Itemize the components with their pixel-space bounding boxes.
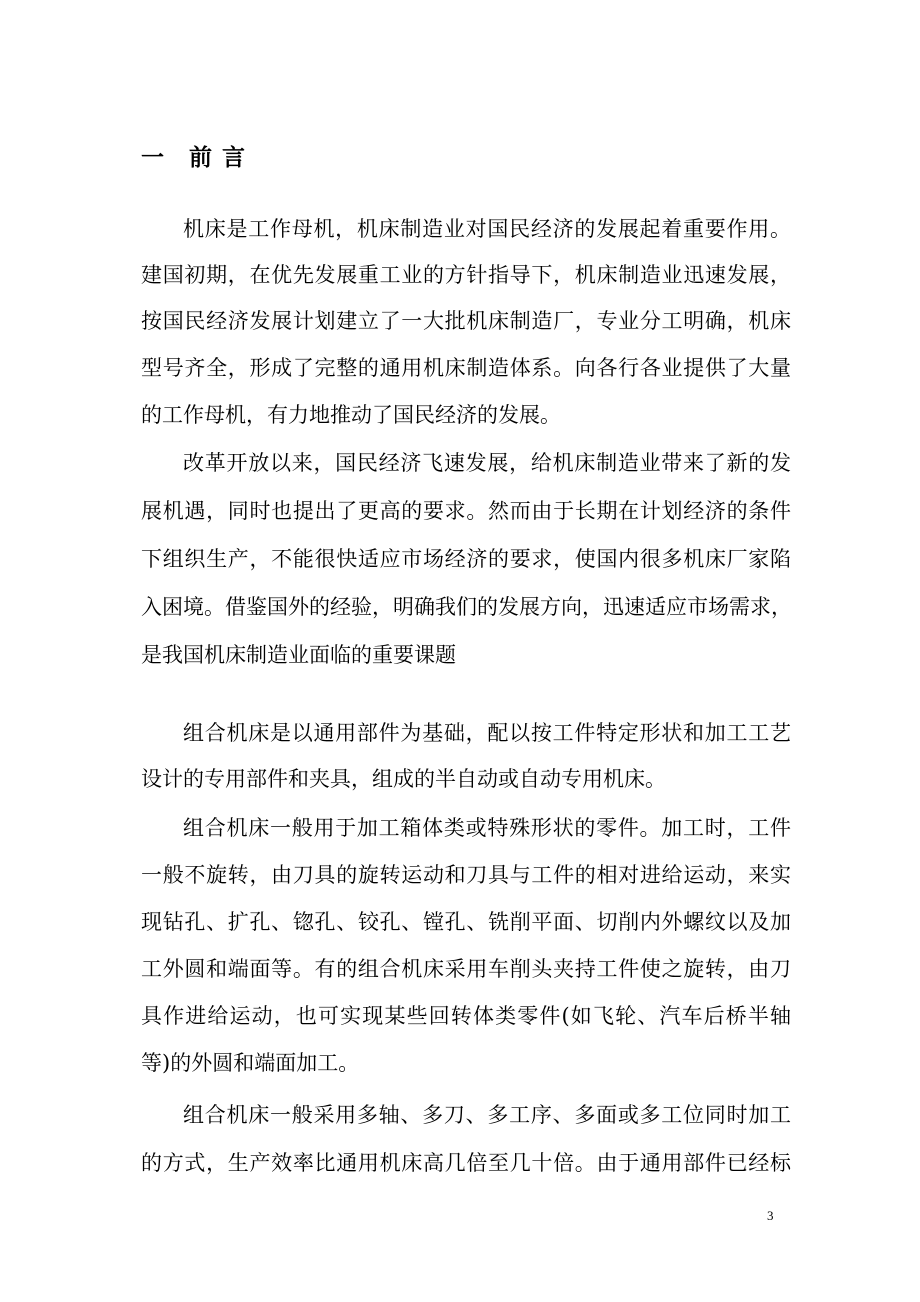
paragraph-line: 是我国机床制造业面临的重要课题 xyxy=(141,643,456,667)
paragraph-line: 组合机床一般采用多轴、多刀、多工序、多面或多工位同时加工 xyxy=(183,1103,791,1127)
paragraph-line: 建国初期，在优先发展重工业的方针指导下，机床制造业迅速发展， xyxy=(141,263,791,287)
paragraph-line: 展机遇，同时也提出了更高的要求。然而由于长期在计划经济的条件 xyxy=(141,499,791,523)
page-number: 3 xyxy=(767,1208,774,1223)
paragraph-line: 下组织生产，不能很快适应市场经济的要求，使国内很多机床厂家陷 xyxy=(141,547,791,571)
paragraph-line: 具作进给运动，也可实现某些回转体类零件(如飞轮、汽车后桥半轴 xyxy=(141,1004,791,1028)
paragraph-line: 型号齐全，形成了完整的通用机床制造体系。向各行各业提供了大量 xyxy=(141,356,791,380)
section-heading: 一 前 言 xyxy=(141,144,247,171)
paragraph-line: 工外圆和端面等。有的组合机床采用车削头夹持工件使之旋转，由刀 xyxy=(141,957,791,981)
paragraph-line: 等)的外圆和端面加工。 xyxy=(141,1051,360,1075)
paragraph-line: 组合机床是以通用部件为基础，配以按工件特定形状和加工工艺 xyxy=(183,721,791,745)
paragraph-line: 按国民经济发展计划建立了一大批机床制造厂，专业分工明确，机床 xyxy=(141,309,791,333)
paragraph-line: 设计的专用部件和夹具，组成的半自动或自动专用机床。 xyxy=(141,767,666,791)
paragraph-line: 的方式，生产效率比通用机床高几倍至几十倍。由于通用部件已经标 xyxy=(141,1151,791,1175)
paragraph-line: 机床是工作母机，机床制造业对国民经济的发展起着重要作用。 xyxy=(183,217,791,241)
paragraph-line: 一般不旋转，由刀具的旋转运动和刀具与工件的相对进给运动，来实 xyxy=(141,863,791,887)
paragraph-line: 入困境。借鉴国外的经验，明确我们的发展方向，迅速适应市场需求， xyxy=(141,595,792,619)
paragraph-line: 现钻孔、扩孔、锪孔、铰孔、镗孔、铣削平面、切削内外螺纹以及加 xyxy=(141,910,791,934)
paragraph-line: 改革开放以来，国民经济飞速发展，给机床制造业带来了新的发 xyxy=(183,451,791,475)
paragraph-line: 组合机床一般用于加工箱体类或特殊形状的零件。加工时，工件 xyxy=(183,816,791,840)
paragraph-line: 的工作母机，有力地推动了国民经济的发展。 xyxy=(141,403,561,427)
